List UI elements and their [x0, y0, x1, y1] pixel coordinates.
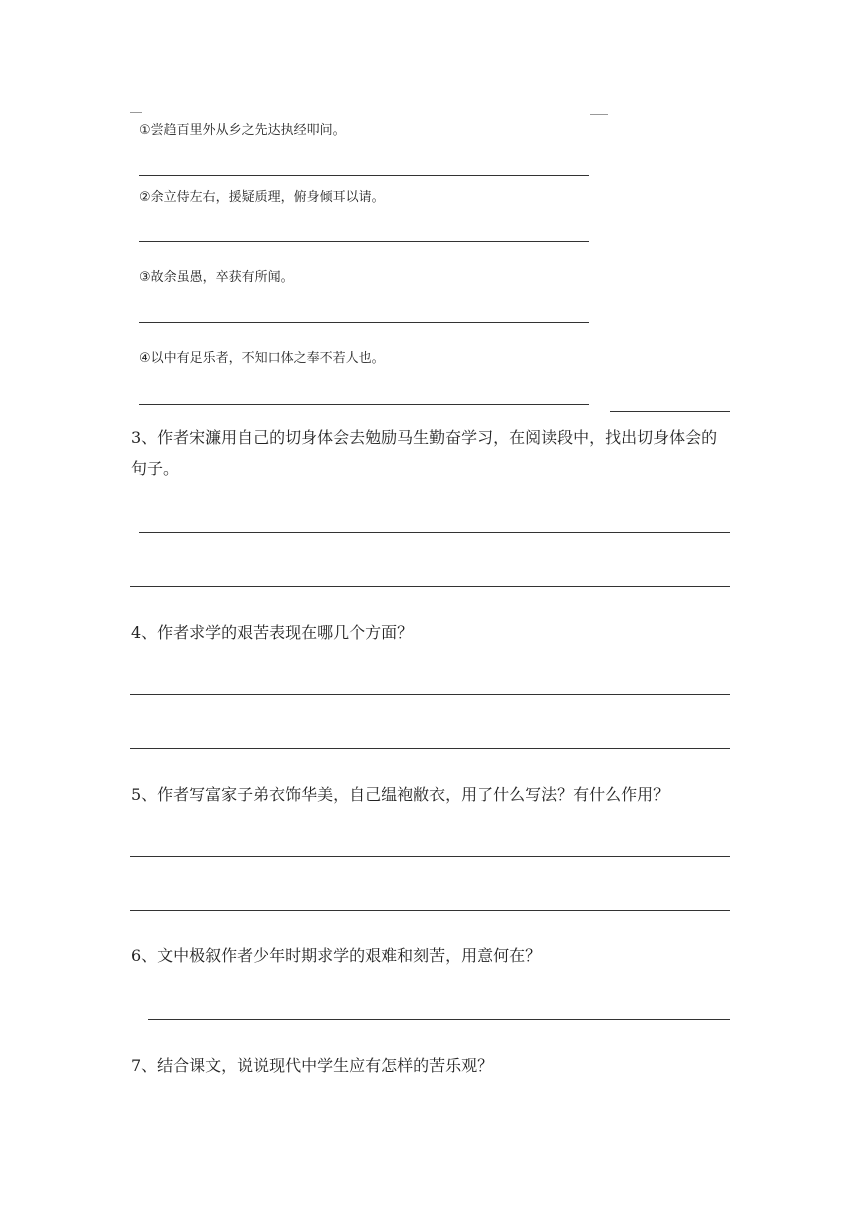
header-mark-left — [130, 112, 142, 113]
answer-line[interactable] — [139, 241, 589, 242]
sentence-1: ①尝趋百里外从乡之先达执经叩问。 — [139, 123, 346, 138]
answer-line[interactable] — [139, 404, 589, 405]
answer-line[interactable] — [148, 1019, 730, 1020]
sentence-3: ③故余虽愚，卒获有所闻。 — [139, 270, 294, 285]
answer-line[interactable] — [130, 694, 730, 695]
answer-line[interactable] — [130, 856, 730, 857]
question-3: 3、作者宋濂用自己的切身体会去勉励马生勤奋学习，在阅读段中，找出切身体会的句子。 — [131, 428, 718, 478]
header-mark-right — [590, 114, 608, 115]
answer-line[interactable] — [139, 175, 589, 176]
question-7: 7、结合课文，说说现代中学生应有怎样的苦乐观？ — [131, 1056, 494, 1075]
answer-line[interactable] — [130, 748, 730, 749]
question-6: 6、文中极叙作者少年时期求学的艰难和刻苦，用意何在？ — [131, 946, 542, 965]
answer-line-short[interactable] — [610, 411, 730, 412]
answer-line[interactable] — [139, 532, 730, 533]
answer-line[interactable] — [130, 586, 730, 587]
question-5: 5、作者写富家子弟衣饰华美，自己缊袍敝衣，用了什么写法？有什么作用？ — [131, 785, 670, 804]
sentence-2: ②余立侍左右，援疑质理，俯身倾耳以请。 — [139, 190, 385, 205]
answer-line[interactable] — [139, 322, 589, 323]
answer-line[interactable] — [130, 910, 730, 911]
sentence-4: ④以中有足乐者，不知口体之奉不若人也。 — [139, 351, 385, 366]
question-4: 4、作者求学的艰苦表现在哪几个方面？ — [131, 623, 414, 642]
